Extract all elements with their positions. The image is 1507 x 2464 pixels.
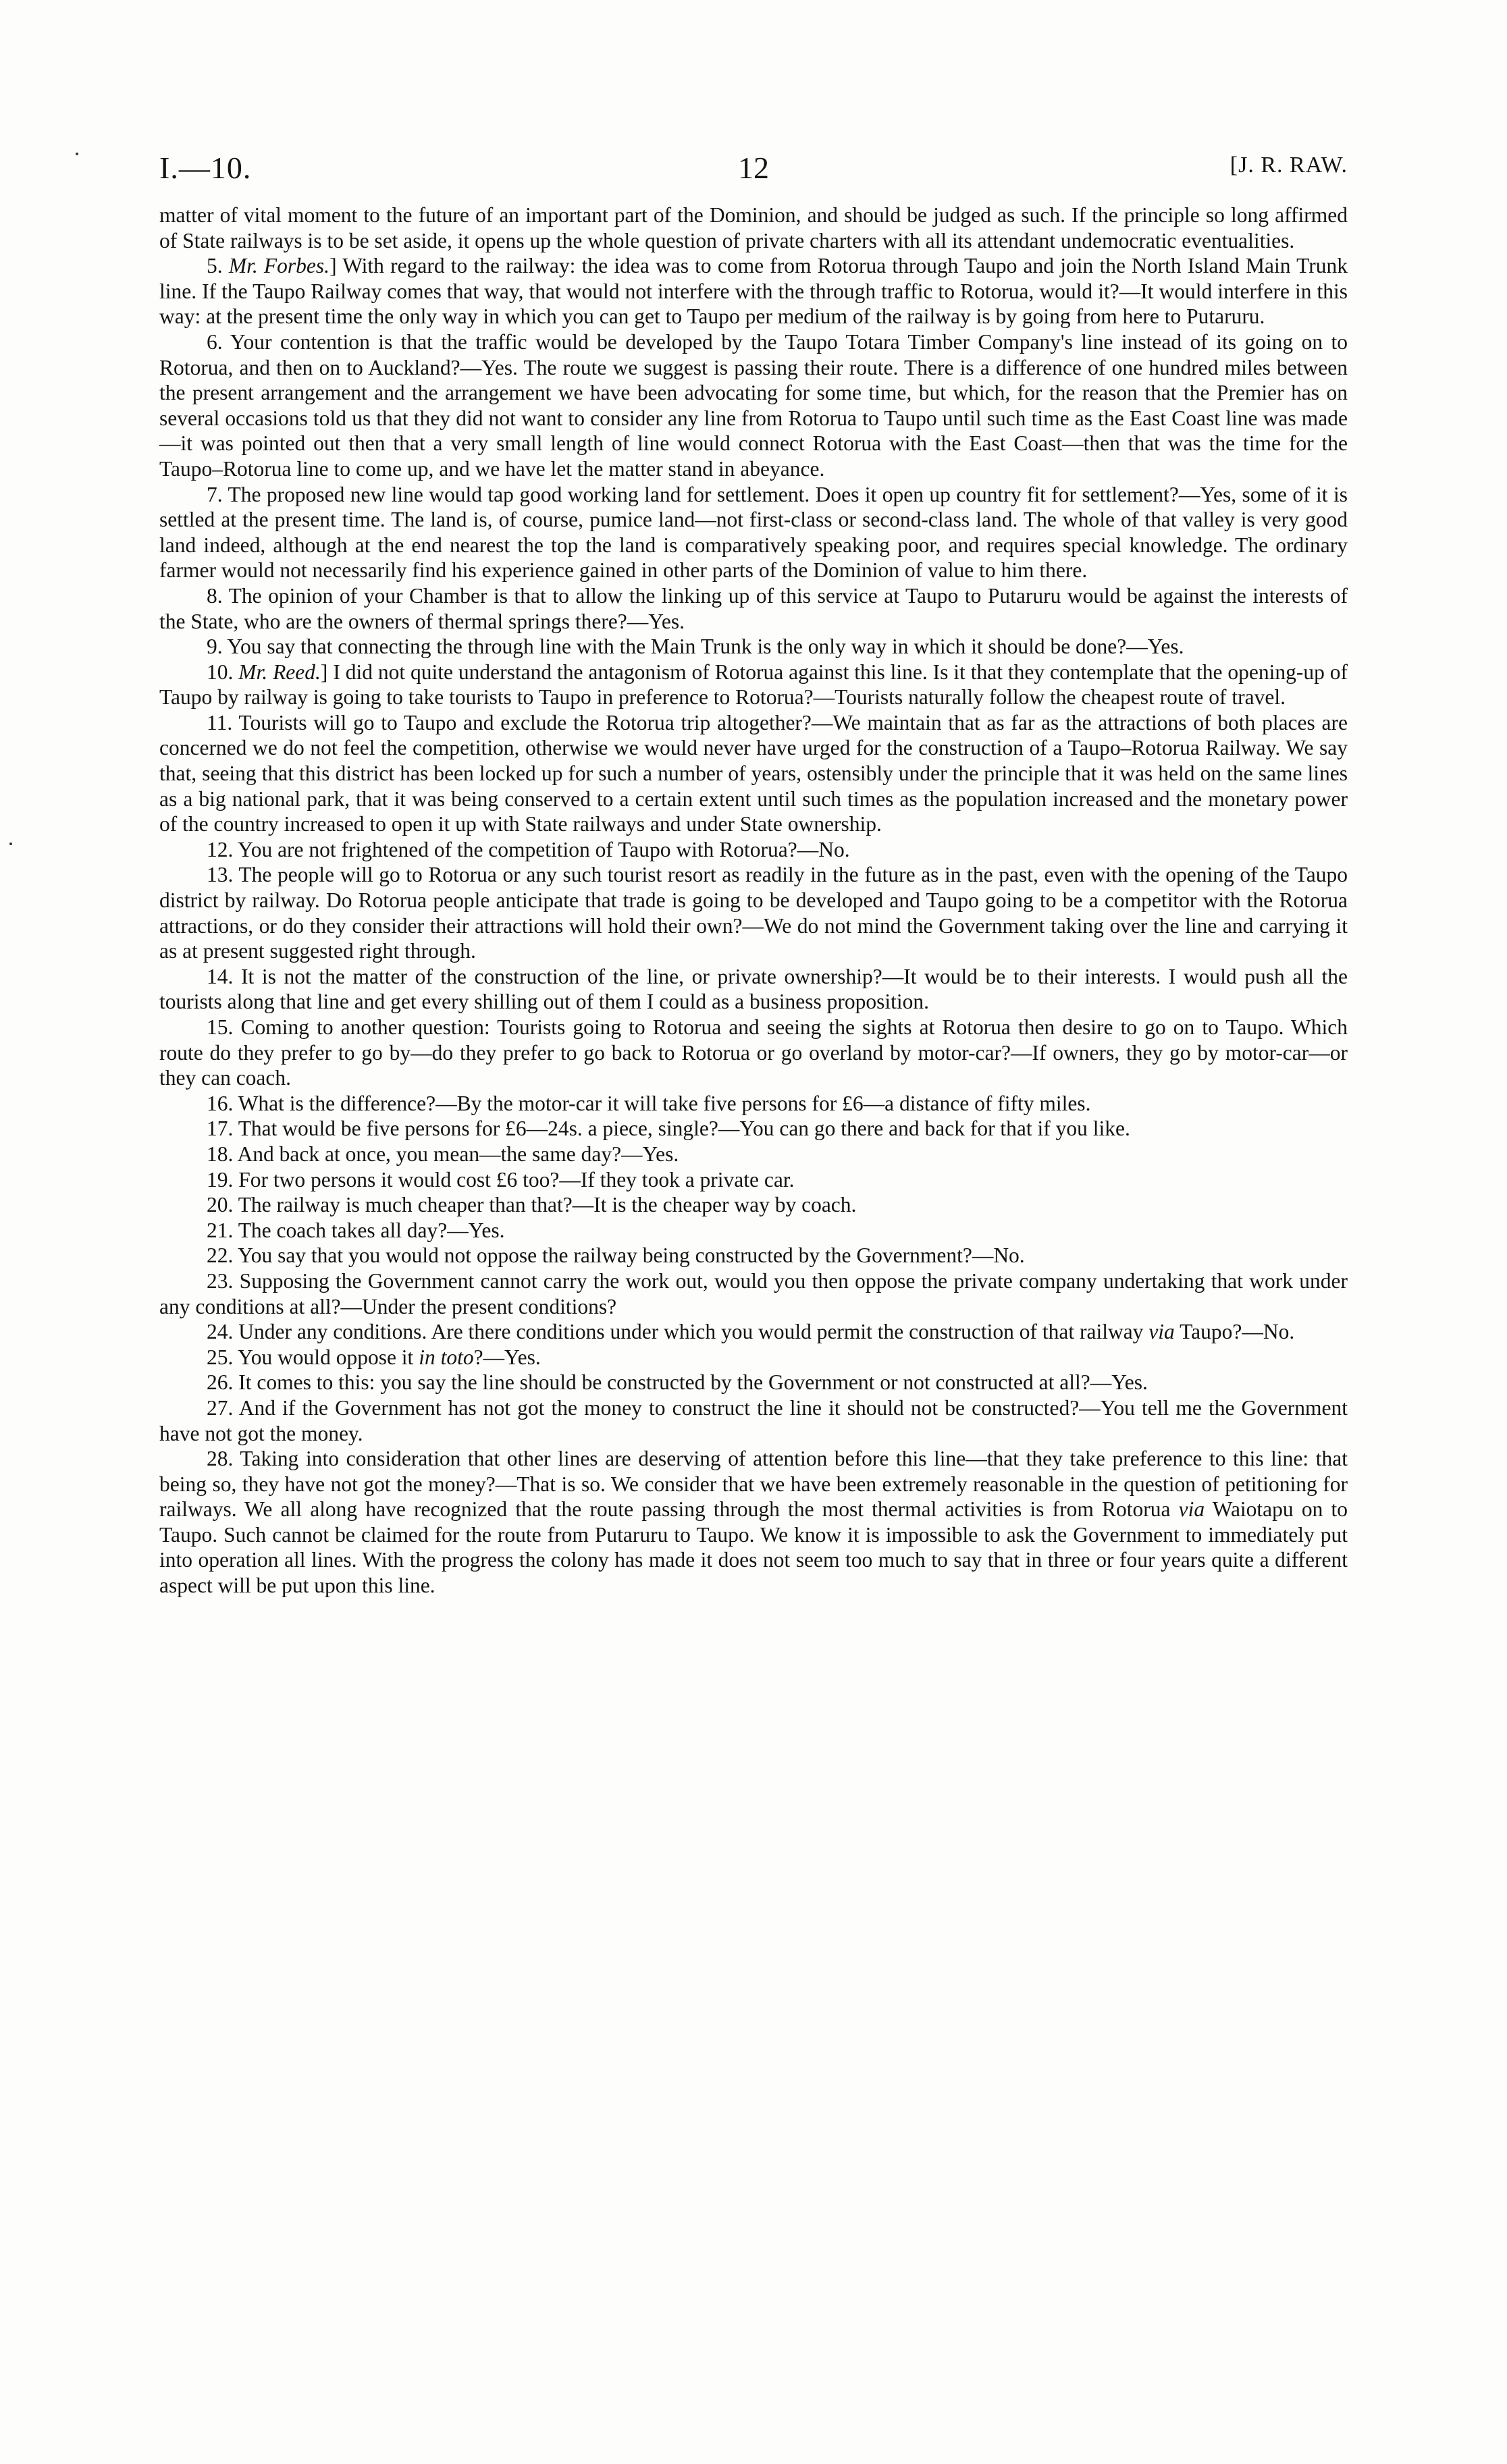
paragraph-text: What is the difference?—By the motor-car it will take five persons for £6—a distance of fifty miles. xyxy=(238,1091,1091,1115)
paragraph-text: That would be five persons for £6—24s. a piece, single?—You can go there and back for that if you like. xyxy=(238,1117,1130,1141)
testimony-paragraph xyxy=(159,1370,1348,1395)
page-number: 12 xyxy=(738,151,769,185)
question-number: 28. xyxy=(207,1447,234,1471)
paragraph-text: Your contention is that the traffic would be developed by the Taupo Totara Timber Company's line instead of its going on to Rotorua, and then on to Auckland?—Yes. The route we suggest is passing their route. There is a difference of one hundred miles between the present arrangement and the arrangement we have been advocating for some time, but which, for the reason that the Premier has on several occasions told us that they did not want to consider any line from Rotorua to Taupo until such time as the East Coast line was made—it was pointed out then that a very small length of line would connect Rotorua with the East Coast—then that was the time for the Taupo–Rotorua line to come up, and we have let the matter stand in abeyance. xyxy=(159,329,1348,481)
testimony-body xyxy=(159,203,1348,1599)
question-text: Under any conditions. Are there conditions under which you would permit the construction of that railway xyxy=(238,1320,1149,1344)
paragraph-text: You say that connecting the through line with the Main Trunk is the only way in which it should be done?—Yes. xyxy=(227,635,1184,659)
testimony-paragraph xyxy=(159,1015,1348,1091)
question-number: 7. xyxy=(207,482,223,506)
testimony-paragraph xyxy=(159,1268,1348,1319)
question-number: 16. xyxy=(207,1091,234,1115)
testimony-paragraph xyxy=(159,1243,1348,1268)
question-number: 13. xyxy=(207,863,234,887)
testimony-paragraph xyxy=(159,837,1348,863)
testimony-paragraph: 10. Mr. Reed.] I did not quite understand the antagonism of Rotorua against this line. Is it that they contemplate that the opening-up of Taupo by railway is going to take tourists to Taupo in preference to Rotorua?—Tourists naturally follow the cheapest route of travel. xyxy=(159,660,1348,709)
testimony-paragraph xyxy=(159,634,1348,660)
testimony-paragraph xyxy=(159,1345,1348,1370)
question-number: 12. xyxy=(207,837,234,861)
question-number: 17. xyxy=(207,1117,234,1141)
question-number: 22. xyxy=(207,1243,234,1268)
testimony-paragraph xyxy=(159,964,1348,1015)
question-number: 18. xyxy=(207,1142,234,1166)
question-number: 19. xyxy=(207,1167,234,1191)
testimony-paragraph xyxy=(159,1091,1348,1117)
question-number: 6. xyxy=(207,329,223,354)
testimony-paragraph xyxy=(159,1218,1348,1243)
question-number: 10. xyxy=(207,660,234,684)
italic-term: in toto xyxy=(419,1345,474,1369)
question-number: 27. xyxy=(207,1395,234,1420)
speaker-name: Mr. Reed. xyxy=(238,660,321,684)
paragraph-text: And if the Government has not got the money to construct the line it should not be constructed?—You tell me the Government have not got the money. xyxy=(159,1395,1348,1445)
paragraph-text: You say that you would not oppose the railway being constructed by the Government?—No. xyxy=(238,1243,1025,1268)
paragraph-text: Taupo?—No. xyxy=(1174,1320,1295,1344)
question-number: 20. xyxy=(207,1193,234,1217)
witness-name: [J. R. RAW. xyxy=(1230,153,1348,178)
question-number: 23. xyxy=(207,1268,234,1293)
question-number: 15. xyxy=(207,1015,234,1039)
paragraph-text: The opinion of your Chamber is that to allow the linking up of this service at Taupo to Putaruru would be against the interests of the State, who are the owners of thermal springs there?—Yes. xyxy=(159,583,1348,633)
paragraph-text: For two persons it would cost £6 too?—If they took a private car. xyxy=(238,1167,795,1191)
paragraph-text: Waiotapu on to Taupo. Such cannot be claimed for the route from Putaruru to Taupo. We know it is impossible to ask the Government to immediately put into operation all lines. With the progress the colony has made it does not seem too much to say that in three or four years quite a different aspect will be put upon this line. xyxy=(159,1497,1348,1598)
question-number: 5. xyxy=(207,254,223,278)
testimony-paragraph xyxy=(159,1319,1348,1345)
scan-speck xyxy=(9,842,12,845)
question-number: 14. xyxy=(207,964,234,988)
question-number: 8. xyxy=(207,583,223,608)
question-number: 11. xyxy=(207,710,233,734)
paragraph-text: Supposing the Government cannot carry the work out, would you then oppose the private company undertaking that work under any conditions at all?—Under the present conditions? xyxy=(159,1268,1348,1318)
question-number: 26. xyxy=(207,1370,234,1395)
question-number: 21. xyxy=(207,1218,234,1242)
testimony-paragraph xyxy=(159,1116,1348,1142)
paragraph-text: It is not the matter of the construction of the line, or private ownership?—It would be to their interests. I would push all the tourists along that line and get every shilling out of them I could as a business proposition. xyxy=(159,964,1348,1014)
scan-speck xyxy=(76,153,78,155)
question-text: You would oppose it xyxy=(238,1345,419,1369)
testimony-paragraph: 5. Mr. Forbes.] With regard to the railway: the idea was to come from Rotorua through Taupo and join the North Island Main Trunk line. If the Taupo Railway comes that way, that would not interfere with the through traffic to Rotorua, would it?—It would interfere in this way: at the present time the only way in which you can get to Taupo per medium of the railway is by going from here to Putaruru. xyxy=(159,254,1348,329)
testimony-paragraph xyxy=(159,710,1348,837)
paragraph-text: The railway is much cheaper than that?—It is the cheaper way by coach. xyxy=(238,1193,857,1217)
paragraph-text: You are not frightened of the competition of Taupo with Rotorua?—No. xyxy=(238,837,850,861)
testimony-paragraph xyxy=(159,1192,1348,1218)
italic-term: via xyxy=(1148,1320,1175,1344)
question-text: Taking into consideration that other lines are deserving of attention before this line—that they take preference to this line: that being so, they have not got the money?—That is so. We consider that we have been extremely reasonable in the question of petitioning for railways. We all along have recognized that the route passing through the most thermal activities is from Rotorua xyxy=(159,1447,1348,1522)
testimony-paragraph xyxy=(159,1167,1348,1193)
paragraph-text: The people will go to Rotorua or any such tourist resort as readily in the future as in the past, even with the opening of the Taupo district by railway. Do Rotorua people anticipate that trade is going to be developed and Taupo going to be a competitor with the Rotorua attractions, or do they consider their attractions will hold their own?—We do not mind the Government taking over the line and carrying it as at present suggested right through. xyxy=(159,863,1348,963)
speaker-name: Mr. Forbes. xyxy=(228,254,330,278)
paragraph-text: I did not quite understand the antagonism of Rotorua against this line. Is it that they contemplate that the opening-up of Taupo by railway is going to take tourists to Taupo in preference to Rotorua?—Tourists naturally follow the cheapest route of travel. xyxy=(159,660,1348,709)
testimony-paragraph xyxy=(159,1395,1348,1446)
paragraph-text: It comes to this: you say the line should be constructed by the Government or not constructed at all?—Yes. xyxy=(238,1370,1148,1395)
paragraph-text: Tourists will go to Taupo and exclude the Rotorua trip altogether?—We maintain that as far as the attractions of both places are concerned we do not feel the competition, otherwise we would never have urged for the construction of a Taupo–Rotorua Railway. We say that, seeing that this district has been locked up for such a number of years, ostensibly under the principle that it was held on the same lines as a big national park, that it was being conserved to a certain extent until such times as the population increased and the monetary power of the country increased to open it up with State railways and under State ownership. xyxy=(159,710,1348,836)
paragraph-text: With regard to the railway: the idea was to come from Rotorua through Taupo and join the North Island Main Trunk line. If the Taupo Railway comes that way, that would not interfere with the through traffic to Rotorua, would it?—It would interfere in this way: at the present time the only way in which you can get to Taupo per medium of the railway is by going from here to Putaruru. xyxy=(159,254,1348,329)
question-number: 24. xyxy=(207,1320,234,1344)
paragraph-text: The proposed new line would tap good working land for settlement. Does it open up country fit for settlement?—Yes, some of it is settled at the present time. The land is, of course, pumice land—not first-class or second-class land. The whole of that valley is very good land indeed, although at the end nearest the top the land is comparatively speaking poor, and requires special knowledge. The ordinary farmer would not necessarily find his experience gained in other parts of the Dominion of value to him there. xyxy=(159,482,1348,583)
question-number: 9. xyxy=(207,635,223,659)
testimony-paragraph xyxy=(159,482,1348,583)
paragraph-text: Coming to another question: Tourists going to Rotorua and seeing the sights at Rotorua then desire to go on to Taupo. Which route do they prefer to go by—do they prefer to go back to Rotorua or go overland by motor-car?—If owners, they go by motor-car—or they can coach. xyxy=(159,1015,1348,1090)
italic-term: via xyxy=(1178,1497,1205,1522)
testimony-paragraph xyxy=(159,583,1348,634)
document-reference: I.—10. xyxy=(159,151,252,185)
page-header xyxy=(159,150,1348,190)
testimony-paragraph xyxy=(159,862,1348,963)
paragraph-text: ?—Yes. xyxy=(473,1345,541,1369)
paragraph-text: And back at once, you mean—the same day?—Yes. xyxy=(237,1142,679,1166)
testimony-paragraph xyxy=(159,1446,1348,1599)
testimony-paragraph xyxy=(159,329,1348,482)
paragraph-text: The coach takes all day?—Yes. xyxy=(238,1218,505,1242)
question-number: 25. xyxy=(207,1345,234,1369)
testimony-paragraph xyxy=(159,1142,1348,1167)
intro-paragraph: matter of vital moment to the future of an important part of the Dominion, and should be judged as such. If the principle so long affirmed of State railways is to be set aside, it opens up the whole question of private charters with all its attendant undemocratic eventualities. xyxy=(159,203,1348,252)
